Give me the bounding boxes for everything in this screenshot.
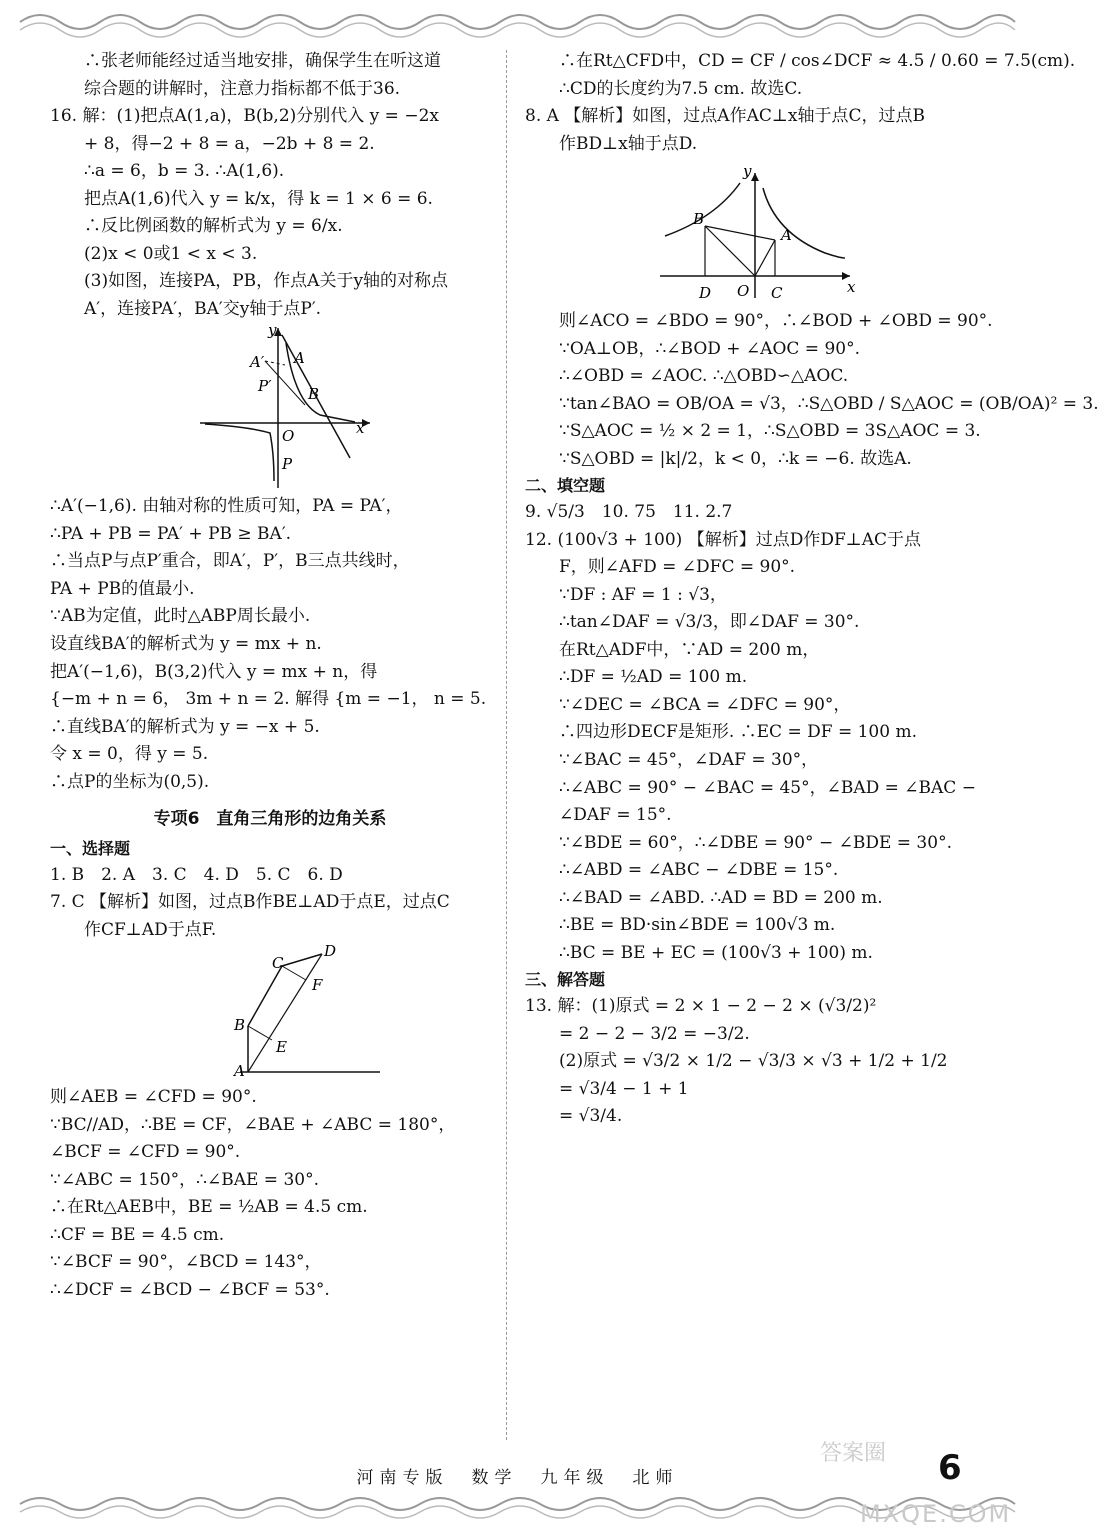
- text-line: ∴四边形DECF是矩形. ∴EC = DF = 100 m.: [559, 722, 917, 743]
- page-number: 6: [938, 1448, 962, 1488]
- text-line: ∴∠OBD = ∠AOC. ∴△OBD∽△AOC.: [559, 366, 849, 387]
- text-line: + 8，得−2 + 8 = a，−2b + 8 = 2.: [84, 133, 375, 154]
- section-heading: 二、填空题: [525, 476, 606, 496]
- text-line: ∴CD的长度约为7.5 cm. 故选C.: [559, 78, 803, 99]
- text-line: ∵∠ABC = 150°，∴∠BAE = 30°.: [50, 1169, 319, 1190]
- text-line: = √3/4 − 1 + 1: [559, 1078, 689, 1099]
- fig16-label: A: [294, 349, 305, 368]
- text-line: ∵tan∠BAO = OB/OA = √3，∴S△OBD / S△AOC = (OB/OA)² = 3.: [559, 393, 1099, 414]
- text-line: 12. (100√3 + 100) 【解析】过点D作DF⊥AC于点: [525, 529, 922, 550]
- fig8-label: x: [847, 278, 856, 297]
- fig16-label: x: [356, 419, 365, 438]
- text-line: (2)原式 = √3/2 × 1/2 − √3/3 × √3 + 1/2 + 1/2: [559, 1051, 948, 1072]
- text-line: ∴张老师能经过适当地安排，确保学生在听这道: [84, 51, 441, 71]
- text-line: ∠BCF = ∠CFD = 90°.: [50, 1142, 241, 1163]
- text-line: ∴在Rt△AEB中，BE = ½AB = 4.5 cm.: [50, 1197, 368, 1218]
- text-line: 综合题的讲解时，注意力指标都不低于36.: [84, 78, 401, 99]
- fig16-label: O: [282, 427, 295, 446]
- text-line: 在Rt△ADF中，∵AD = 200 m，: [559, 639, 820, 660]
- text-line: ∴BE = BD·sin∠BDE = 100√3 m.: [559, 915, 836, 936]
- text-line: 把点A(1,6)代入 y = k/x，得 k = 1 × 6 = 6.: [84, 188, 433, 209]
- fig8-label: D: [699, 284, 712, 303]
- text-line: 13. 解：(1)原式 = 2 × 1 − 2 − 2 × (√3/2)²: [525, 996, 877, 1017]
- text-line: 设直线BA′的解析式为 y = mx + n.: [50, 633, 322, 654]
- text-line: ∵∠DEC = ∠BCA = ∠DFC = 90°，: [559, 694, 851, 715]
- fig8-label: O: [737, 282, 750, 301]
- text-line: ∵S△OBD = |k|/2，k < 0，∴k = −6. 故选A.: [559, 448, 912, 469]
- fig7-label: E: [276, 1038, 287, 1057]
- text-line: (3)如图，连接PA，PB，作点A关于y轴的对称点: [84, 271, 449, 292]
- text-line: ∴A′(−1,6). 由轴对称的性质可知，PA = PA′，: [50, 496, 403, 517]
- fig8-label: C: [771, 284, 783, 303]
- text-line: (2)x < 0或1 < x < 3.: [84, 243, 258, 264]
- topic-title: 专项6 直角三角形的边角关系: [153, 809, 387, 830]
- page-footer: 河南专版 数学 九年级 北师: [356, 1468, 679, 1488]
- watermark-logo: 答案圈: [820, 1441, 887, 1466]
- text-line: ∵DF : AF = 1 : √3，: [559, 584, 727, 605]
- text-line: 9. √5/3 10. 75 11. 2.7: [525, 502, 733, 523]
- top-border-decoration: [0, 0, 1035, 40]
- text-line: 则∠ACO = ∠BDO = 90°，∴∠BOD + ∠OBD = 90°.: [559, 311, 993, 332]
- text-line: ∵∠BCF = 90°，∠BCD = 143°，: [50, 1252, 322, 1273]
- figure-7-diagram: [50, 944, 490, 1084]
- text-line: ∴tan∠DAF = √3/3，即∠DAF = 30°.: [559, 612, 860, 633]
- text-line: = √3/4.: [559, 1106, 623, 1127]
- column-divider: [506, 50, 507, 1440]
- text-line: ∵∠BDE = 60°，∴∠DBE = 90° − ∠BDE = 30°.: [559, 832, 952, 853]
- fig7-label: D: [324, 942, 337, 961]
- fig16-label: y: [268, 321, 277, 340]
- text-line: ∴点P的坐标为(0,5).: [50, 771, 210, 792]
- text-line: 7. C 【解析】如图，过点B作BE⊥AD于点E，过点C: [50, 892, 450, 913]
- fig7-label: C: [272, 954, 284, 973]
- fig16-label: B: [308, 385, 320, 404]
- text-line: 作BD⊥x轴于点D.: [559, 133, 698, 154]
- text-line: 把A′(−1,6)，B(3,2)代入 y = mx + n，得: [50, 661, 378, 682]
- fig7-label: F: [312, 976, 323, 995]
- text-line: ∵OA⊥OB，∴∠BOD + ∠AOC = 90°.: [559, 338, 860, 359]
- text-line: ∴∠BAD = ∠ABD. ∴AD = BD = 200 m.: [559, 887, 883, 908]
- text-line: ∵AB为定值，此时△ABP周长最小.: [50, 606, 311, 627]
- figure-16-graph: [50, 323, 490, 493]
- text-line: ∴直线BA′的解析式为 y = −x + 5.: [50, 716, 320, 737]
- left-column: [50, 48, 490, 1304]
- text-line: ∵S△AOC = ½ × 2 = 1，∴S△OBD = 3S△AOC = 3.: [559, 421, 981, 442]
- section-heading: 三、解答题: [525, 970, 606, 990]
- text-line: ∴PA + PB = PA′ + PB ≥ BA′.: [50, 523, 292, 544]
- text-line: ∴∠ABD = ∠ABC − ∠DBE = 15°.: [559, 860, 839, 881]
- text-line: 8. A 【解析】如图，过点A作AC⊥x轴于点C，过点B: [525, 106, 925, 127]
- fig8-label: B: [693, 210, 705, 229]
- figure-8-graph: [525, 158, 975, 308]
- text-line: ∵∠BAC = 45°，∠DAF = 30°，: [559, 750, 819, 770]
- text-line: 则∠AEB = ∠CFD = 90°.: [50, 1087, 257, 1108]
- fig7-label: A: [234, 1062, 245, 1081]
- fig16-label: P′: [258, 377, 272, 396]
- fig7-label: B: [234, 1016, 246, 1035]
- text-line: ∴当点P与点P′重合，即A′，P′，B三点共线时，: [50, 551, 410, 572]
- watermark-url: MXQE.COM: [860, 1500, 1012, 1528]
- text-line: 1. B 2. A 3. C 4. D 5. C 6. D: [50, 864, 343, 885]
- text-line: 16. 解：(1)把点A(1,a)，B(b,2)分别代入 y = −2x: [50, 106, 439, 127]
- text-line: ∠DAF = 15°.: [559, 805, 672, 826]
- text-line: A′，连接PA′，BA′交y轴于点P′.: [84, 298, 322, 319]
- fig16-label: P: [282, 455, 293, 474]
- text-line: ∵BC//AD，∴BE = CF，∠BAE + ∠ABC = 180°，: [50, 1114, 456, 1135]
- text-line: ∴a = 6，b = 3. ∴A(1,6).: [84, 161, 285, 182]
- fig16-label: A′: [250, 353, 265, 372]
- text-line: ∴∠ABC = 90° − ∠BAC = 45°，∠BAD = ∠BAC −: [559, 777, 976, 798]
- text-line: PA + PB的值最小.: [50, 578, 195, 599]
- right-column: [525, 48, 1099, 1131]
- text-line: ∴∠DCF = ∠BCD − ∠BCF = 53°.: [50, 1279, 330, 1300]
- text-line: ∴反比例函数的解析式为 y = 6/x.: [84, 216, 343, 237]
- text-line: ∴BC = BE + EC = (100√3 + 100) m.: [559, 942, 873, 963]
- equation-system: {−m + n = 6， 3m + n = 2. 解得 {m = −1， n = 5.: [50, 689, 487, 710]
- text-line: 作CF⊥AD于点F.: [84, 919, 217, 940]
- text-line: = 2 − 2 − 3/2 = −3/2.: [559, 1023, 750, 1044]
- text-line: ∴DF = ½AD = 100 m.: [559, 667, 748, 688]
- text-line: ∴在Rt△CFD中，CD = CF / cos∠DCF ≈ 4.5 / 0.60 = 7.5(cm).: [559, 51, 1076, 71]
- text-line: 令 x = 0，得 y = 5.: [50, 744, 209, 765]
- section-heading: 一、选择题: [50, 838, 131, 858]
- fig8-label: y: [743, 162, 752, 181]
- fig8-label: A: [781, 226, 792, 245]
- text-line: F，则∠AFD = ∠DFC = 90°.: [559, 557, 796, 578]
- text-line: ∴CF = BE = 4.5 cm.: [50, 1224, 225, 1245]
